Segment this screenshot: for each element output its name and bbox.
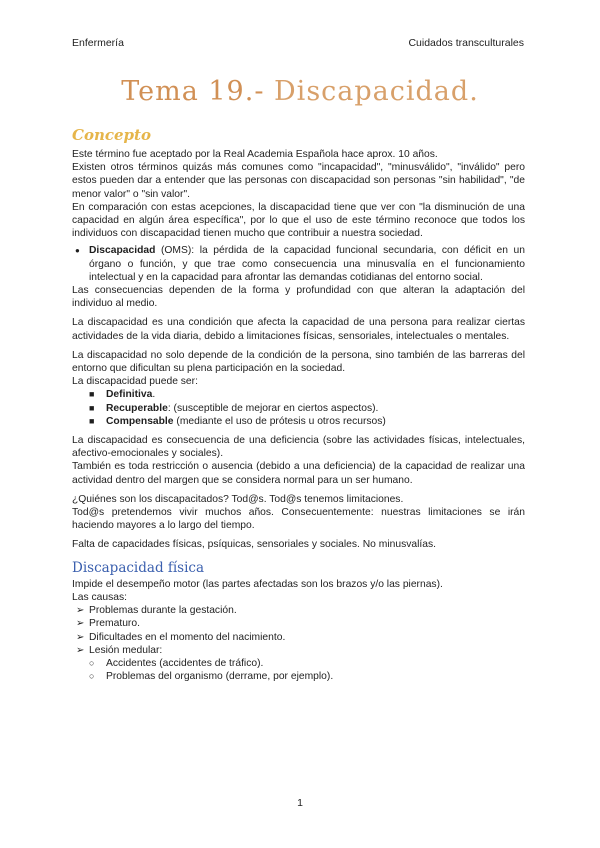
paragraph: La discapacidad es una condición que afecta la capacidad de una persona para realizar ciertas actividades de la vida diaria, debido a limitaciones físicas, sensoriales, intelectuales o mentales. xyxy=(72,317,525,342)
document-body xyxy=(72,120,525,683)
list-item: ➢ Problemas durante la gestación. xyxy=(72,604,525,617)
list-item: ➢ Lesión medular: xyxy=(72,644,525,657)
definition-term: Discapacidad xyxy=(89,245,156,257)
type-desc: . xyxy=(152,389,156,401)
page-title xyxy=(0,77,600,107)
section-heading-concepto: Concepto xyxy=(72,126,151,144)
list-item xyxy=(72,415,525,428)
list-item xyxy=(72,402,525,415)
paragraph: Existen otros términos quizás más comunes como "incapacidad", "minusválido", "inválido" pero estos pueden dar a entender que las personas con discapacidad son personas "sin habilidad", "de menor valor" o "sin valor". xyxy=(72,162,525,200)
type-desc: : (susceptible de mejorar en ciertos aspectos). xyxy=(167,402,379,414)
definition-text: (OMS): la pérdida de la capacidad funcional secundaria, con déficit en un órgano o función, y que trae como consecuencia una minusvalía en el funcionamiento intelectual y en la capacidad para afrontar las demandas cotidianas del entorno social. xyxy=(89,245,525,283)
paragraph: La discapacidad puede ser: xyxy=(72,376,198,388)
type-desc: (mediante el uso de prótesis u otros recursos) xyxy=(173,415,386,427)
paragraph: Falta de capacidades físicas, psíquicas, sensoriales y sociales. No minusvalías. xyxy=(72,539,436,551)
page-number: 1 xyxy=(297,797,303,809)
title-prefix: Tema 19.- xyxy=(121,76,275,107)
list-item: ○ Accidentes (accidentes de tráfico). xyxy=(72,657,525,670)
paragraph: La discapacidad es consecuencia de una deficiencia (sobre las actividades físicas, intelectuales, afectivo-emocionales y sociales). xyxy=(72,435,525,460)
paragraph: Este término fue aceptado por la Real Academia Española hace aprox. 10 años. xyxy=(72,149,438,160)
types-list xyxy=(72,388,525,428)
type-term: Compensable xyxy=(106,415,174,427)
header-subject: Enfermería xyxy=(72,37,124,49)
paragraph: Impide el desempeño motor (las partes afectadas son los brazos y/o las piernas). xyxy=(72,578,443,590)
type-term: Recuperable xyxy=(106,402,168,414)
list-item: ➢ Dificultades en el momento del nacimiento. xyxy=(72,631,525,644)
sub-causes-list xyxy=(72,657,525,683)
paragraph: En comparación con estas acepciones, la discapacidad tiene que ver con "la disminución de una capacidad en algún área específica", por lo que el uso de este término reconoce que todos los individuos con discapacidad tienen mucho que contribuir a nuestra sociedad. xyxy=(72,201,525,240)
list-item xyxy=(72,388,525,401)
title-main: Discapacidad. xyxy=(274,76,479,107)
causes-list xyxy=(72,604,525,657)
paragraph: Tod@s pretendemos vivir muchos años. Consecuentemente: nuestras limitaciones se irán haciendo mayores a lo largo del tiempo. xyxy=(72,507,525,532)
paragraph: La discapacidad no solo depende de la condición de la persona, sino también de las barreras del entorno que dificultan su plena participación en la sociedad. xyxy=(72,349,525,375)
paragraph: También es toda restricción o ausencia (debido a una deficiencia) de la capacidad de realizar una actividad dentro del margen que se considera normal para un ser humano. xyxy=(72,461,525,486)
type-term: Definitiva xyxy=(106,389,153,401)
definition-list xyxy=(72,244,525,284)
list-item: ○ Problemas del organismo (derrame, por ejemplo). xyxy=(72,670,525,683)
section-heading-fisica: Discapacidad física xyxy=(72,559,205,576)
paragraph: Las consecuencias dependen de la forma y profundidad con que alteran la adaptación del individuo al medio. xyxy=(72,285,525,310)
list-item xyxy=(72,244,525,284)
paragraph: Las causas: xyxy=(72,591,127,603)
header-course: Cuidados transculturales xyxy=(408,37,524,49)
paragraph: ¿Quiénes son los discapacitados? Tod@s. Tod@s tenemos limitaciones. xyxy=(72,493,404,505)
list-item: ➢ Prematuro. xyxy=(72,617,525,630)
